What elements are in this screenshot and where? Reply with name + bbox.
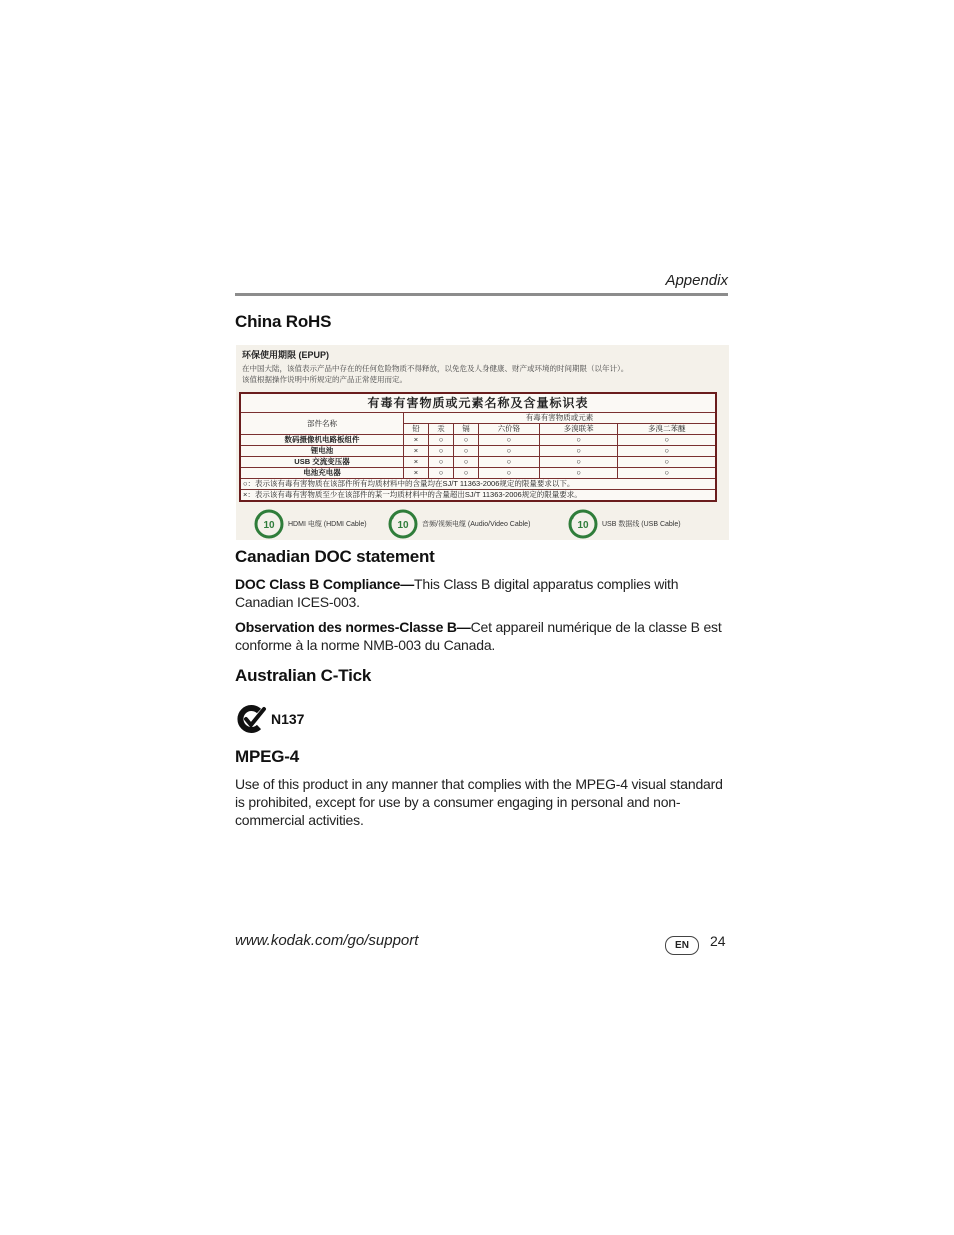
- mpeg4-heading: MPEG-4: [235, 747, 299, 766]
- language-badge: EN: [665, 936, 699, 955]
- c-tick-code: N137: [271, 711, 305, 727]
- part-name: 锂电池: [240, 446, 404, 457]
- mark-cell: ○: [539, 468, 618, 479]
- mark-cell: ○: [429, 457, 454, 468]
- table-row: [240, 468, 716, 479]
- c-tick-icon: [237, 705, 267, 733]
- mark-cell: ○: [539, 446, 618, 457]
- part-name: 数码摄像机电路板组件: [240, 435, 404, 446]
- observation-text: Cet appareil numérique de la classe B est conforme à la norme NMB-003 du Canada.: [235, 619, 722, 653]
- mark-cell: ○: [539, 457, 618, 468]
- mark-cell: ○: [618, 435, 716, 446]
- part-name: USB 交流变压器: [240, 457, 404, 468]
- mpeg4-text: Use of this product in any manner that complies with the MPEG-4 visual standard is prohibited, except for use by a consumer engaging in personal and non-commercial activities.: [235, 776, 723, 828]
- mark-cell: ○: [618, 446, 716, 457]
- mark-cell: ○: [454, 435, 479, 446]
- table-row: [240, 457, 716, 468]
- epup-logo-value: 10: [577, 520, 589, 531]
- epup-logo: [254, 509, 367, 539]
- australian-heading: Australian C-Tick: [235, 666, 372, 685]
- table-row: [240, 435, 716, 446]
- mark-cell: ×: [404, 446, 429, 457]
- epup-title: 环保使用期限 (EPUP): [242, 350, 330, 360]
- section-label: Appendix: [665, 272, 728, 289]
- doc-class-b-label: DOC Class B Compliance—: [235, 576, 414, 592]
- col-header: 多溴二苯醚: [618, 424, 716, 435]
- note-o: ○：表示该有毒有害物质在该部件所有均质材料中的含量均在SJ/T 11363-2006规定的限量要求以下。: [240, 479, 716, 490]
- col-header: 铅: [404, 424, 429, 435]
- mark-cell: ○: [454, 468, 479, 479]
- table-row: [240, 446, 716, 457]
- epup-text: 在中国大陆，该值表示产品中存在的任何危险物质不得释放，以免危及人身健康、财产或环境的时间期限（以年计）。 该值根据操作说明中所规定的产品正常使用而定。: [242, 364, 629, 384]
- mark-cell: ○: [539, 435, 618, 446]
- logo-label: 音频/视频电缆 (Audio/Video Cable): [422, 521, 531, 528]
- epup-logo: [388, 509, 530, 539]
- hazardous-substance-table: [239, 392, 717, 502]
- china-rohs-figure: [236, 345, 729, 540]
- header-rule: [235, 293, 728, 296]
- epup-logo-icon: [254, 509, 284, 539]
- mark-cell: ○: [429, 435, 454, 446]
- page-number: 24: [710, 933, 726, 949]
- mark-cell: ○: [618, 457, 716, 468]
- epup-logo-value: 10: [397, 520, 409, 531]
- part-header: 部件名称: [240, 413, 404, 435]
- col-header: 多溴联苯: [539, 424, 618, 435]
- epup-logo-value: 10: [263, 520, 275, 531]
- mark-cell: ○: [429, 446, 454, 457]
- observation-paragraph: [235, 618, 730, 654]
- col-header: 汞: [429, 424, 454, 435]
- mark-cell: ○: [618, 468, 716, 479]
- mark-cell: ○: [479, 468, 540, 479]
- china-rohs-heading: China RoHS: [235, 312, 332, 331]
- mark-cell: ○: [479, 435, 540, 446]
- mark-cell: ×: [404, 435, 429, 446]
- epup-logo-icon: [388, 509, 418, 539]
- mark-cell: ×: [404, 457, 429, 468]
- mark-cell: ○: [454, 446, 479, 457]
- note-x: ×：表示该有毒有害物质至少在该部件的某一均质材料中的含量超出SJ/T 11363-2006规定的限量要求。: [240, 490, 716, 502]
- support-link[interactable]: www.kodak.com/go/support: [235, 932, 419, 949]
- logo-label: HDMI 电缆 (HDMI Cable): [288, 521, 367, 528]
- part-name: 电池充电器: [240, 468, 404, 479]
- doc-class-b-paragraph: [235, 575, 730, 611]
- mark-cell: ○: [429, 468, 454, 479]
- mark-cell: ○: [479, 446, 540, 457]
- col-group-header: 有毒有害物质或元素: [404, 413, 717, 424]
- logo-label: USB 数据线 (USB Cable): [602, 521, 681, 528]
- mark-cell: ○: [454, 457, 479, 468]
- c-tick-mark: [237, 705, 304, 733]
- table-title: 有毒有害物质或元素名称及含量标识表: [240, 393, 716, 413]
- epup-logo-icon: [568, 509, 598, 539]
- mark-cell: ○: [479, 457, 540, 468]
- epup-logo: [568, 509, 681, 539]
- mark-cell: ×: [404, 468, 429, 479]
- doc-class-b-text: This Class B digital apparatus complies with Canadian ICES-003.: [235, 576, 679, 610]
- canadian-doc-heading: Canadian DOC statement: [235, 547, 435, 566]
- col-header: 六价铬: [479, 424, 540, 435]
- epup-logo-row: [254, 509, 724, 539]
- col-header: 镉: [454, 424, 479, 435]
- observation-label: Observation des normes-Classe B—: [235, 619, 471, 635]
